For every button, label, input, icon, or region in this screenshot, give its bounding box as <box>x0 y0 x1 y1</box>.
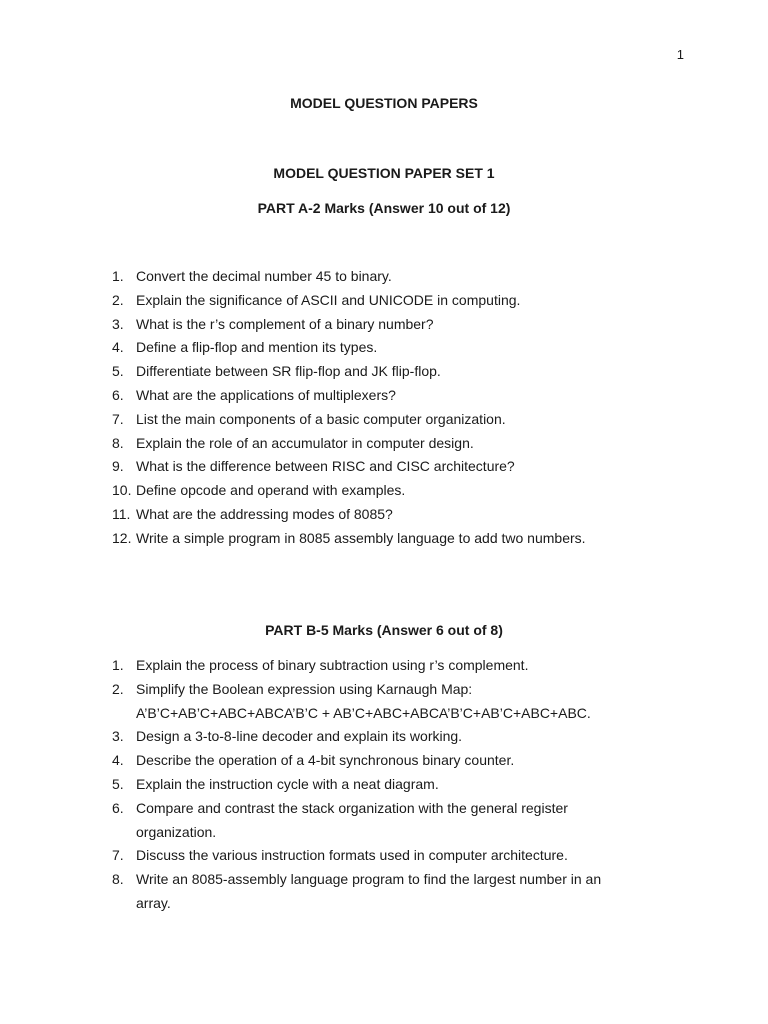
list-item <box>0 773 768 797</box>
question-number: 8. <box>112 434 124 451</box>
question-number: 7. <box>112 410 124 427</box>
part-b-question-list <box>0 654 768 916</box>
part-b-heading: PART B-5 Marks (Answer 6 out of 8) <box>265 622 503 638</box>
question-text: Design a 3-to-8-line decoder and explain its working. <box>136 728 463 745</box>
question-number: 3. <box>112 315 124 332</box>
list-item <box>0 360 768 384</box>
boolean-expression: A’B’C+AB’C+ABC+ABCA’B’C + AB’C+ABC+ABCA’B’C+AB’C+ABC+ABC. <box>136 704 591 721</box>
list-item <box>0 654 768 678</box>
question-number: 8. <box>112 871 124 888</box>
question-number: 1. <box>112 268 124 284</box>
list-item <box>0 725 768 749</box>
question-text: Compare and contrast the stack organization with the general register <box>136 799 568 816</box>
list-item <box>0 749 768 773</box>
list-item <box>0 408 768 432</box>
question-text: What is the r’s complement of a binary number? <box>136 315 434 332</box>
list-item <box>0 289 768 313</box>
question-text: List the main components of a basic computer organization. <box>136 410 506 427</box>
part-a-question-list <box>0 265 768 551</box>
question-number: 10. <box>112 482 132 499</box>
list-item <box>0 527 768 551</box>
question-text: What are the applications of multiplexers? <box>136 386 396 403</box>
list-item <box>0 503 768 527</box>
question-text: Simplify the Boolean expression using Karnaugh Map: <box>136 680 473 697</box>
list-item <box>0 432 768 456</box>
list-item <box>0 455 768 479</box>
question-text: Differentiate between SR flip-flop and JK flip-flop. <box>136 363 441 380</box>
question-text: What are the addressing modes of 8085? <box>136 505 393 522</box>
question-text: Define opcode and operand with examples. <box>136 482 406 499</box>
question-number: 2. <box>112 680 124 697</box>
list-item <box>0 313 768 337</box>
question-number: 7. <box>112 847 124 864</box>
question-number: 9. <box>112 458 124 475</box>
list-item <box>0 678 768 726</box>
question-number: 4. <box>112 752 124 769</box>
list-item <box>0 384 768 408</box>
question-text-continued: organization. <box>136 823 217 840</box>
question-text: Explain the role of an accumulator in computer design. <box>136 434 474 451</box>
list-item <box>0 265 768 289</box>
document-title: MODEL QUESTION PAPERS <box>290 95 478 111</box>
question-number: 11. <box>112 505 131 522</box>
list-item <box>0 479 768 503</box>
question-text: Write an 8085-assembly language program to find the largest number in an <box>136 871 602 888</box>
list-item <box>0 797 768 845</box>
question-text: Convert the decimal number 45 to binary. <box>136 268 392 284</box>
question-text: Explain the instruction cycle with a neat diagram. <box>136 775 439 792</box>
question-number: 1. <box>112 657 124 673</box>
question-number: 5. <box>112 775 124 792</box>
question-number: 4. <box>112 339 124 356</box>
part-a-heading: PART A-2 Marks (Answer 10 out of 12) <box>257 200 511 216</box>
question-text: Discuss the various instruction formats used in computer architecture. <box>136 847 568 864</box>
question-text: Define a flip-flop and mention its types. <box>136 339 378 356</box>
question-number: 2. <box>112 291 124 308</box>
list-item <box>0 868 768 916</box>
question-number: 3. <box>112 728 124 745</box>
page-number: 1 <box>676 47 684 62</box>
question-text: Explain the significance of ASCII and UNICODE in computing. <box>136 291 521 308</box>
question-number: 12. <box>112 529 132 546</box>
question-text-continued: array. <box>136 894 171 911</box>
question-paper-set-title: MODEL QUESTION PAPER SET 1 <box>273 165 495 181</box>
question-number: 6. <box>112 386 124 403</box>
question-number: 6. <box>112 799 124 816</box>
question-text: Describe the operation of a 4-bit synchronous binary counter. <box>136 752 515 769</box>
question-text: What is the difference between RISC and CISC architecture? <box>136 458 515 475</box>
question-number: 5. <box>112 363 124 380</box>
list-item <box>0 844 768 868</box>
question-text: Explain the process of binary subtraction using r’s complement. <box>136 657 529 673</box>
question-text: Write a simple program in 8085 assembly language to add two numbers. <box>136 529 586 546</box>
list-item <box>0 336 768 360</box>
